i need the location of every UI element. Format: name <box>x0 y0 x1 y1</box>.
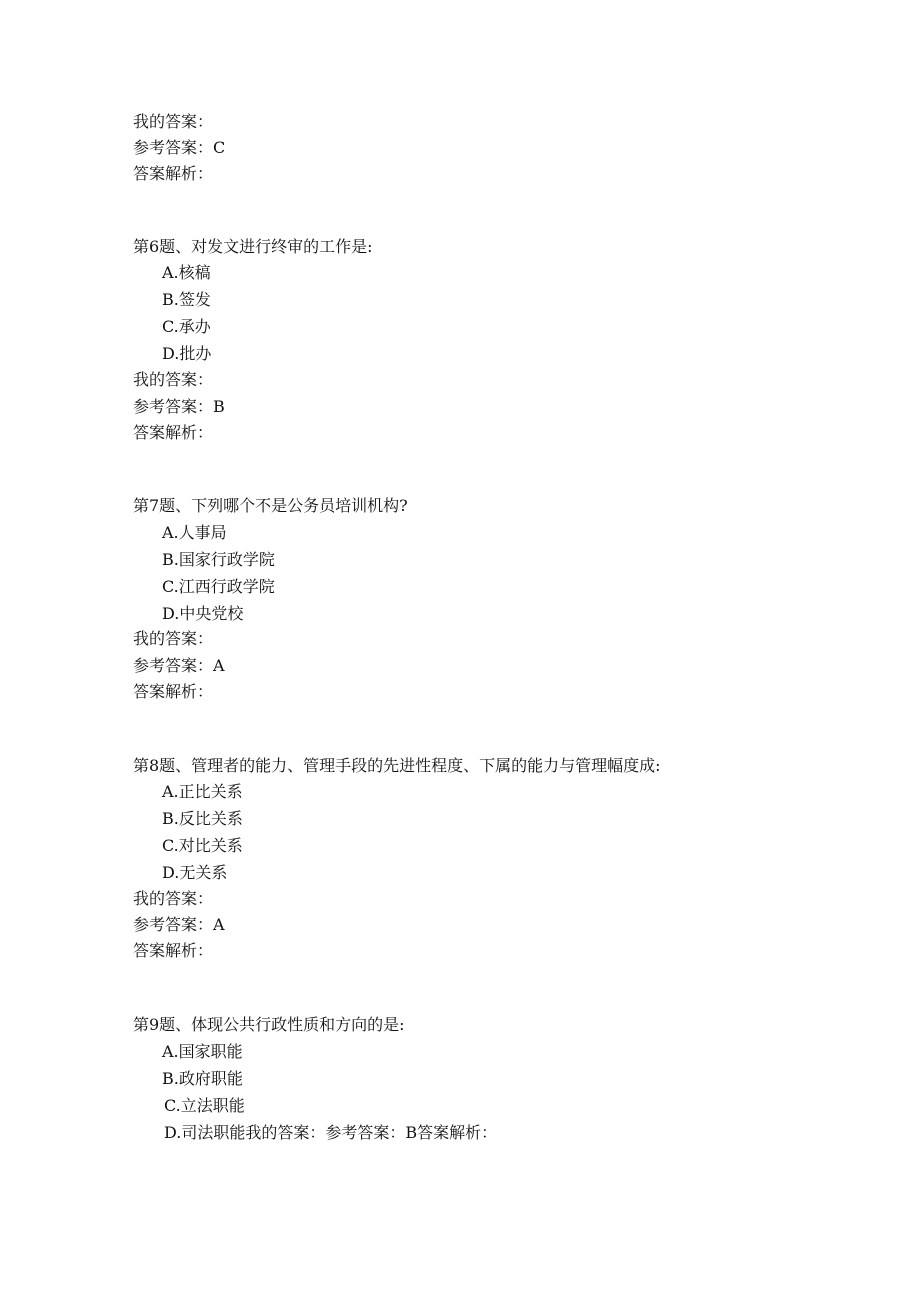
q8-option-b: B.反比关系 <box>162 809 243 828</box>
q6-option-c: C.承办 <box>162 317 211 336</box>
q6-option-b: B.签发 <box>162 290 211 309</box>
q5-reference-answer: 参考答案：C <box>133 138 226 157</box>
q9-option-b: B.政府职能 <box>162 1069 243 1088</box>
q8-reference-answer: 参考答案：A <box>133 915 225 934</box>
q9-option-d-with-answers: D.司法职能我的答案：参考答案：B答案解析： <box>164 1123 498 1142</box>
q8-option-a: A.正比关系 <box>162 782 243 801</box>
q7-reference-answer: 参考答案：A <box>133 656 225 675</box>
q6-analysis: 答案解析： <box>133 423 214 442</box>
q9-stem: 第9题、体现公共行政性质和方向的是: <box>133 1015 405 1034</box>
q8-option-c: C.对比关系 <box>162 836 243 855</box>
q7-option-d: D.中央党校 <box>162 604 244 623</box>
q7-option-a: A.人事局 <box>162 523 227 542</box>
q5-my-answer: 我的答案： <box>133 112 214 131</box>
q7-stem: 第7题、下列哪个不是公务员培训机构? <box>133 496 408 515</box>
q7-analysis: 答案解析： <box>133 682 214 701</box>
q8-stem: 第8题、管理者的能力、管理手段的先进性程度、下属的能力与管理幅度成: <box>133 756 661 775</box>
q9-option-a: A.国家职能 <box>162 1042 243 1061</box>
q7-my-answer: 我的答案： <box>133 629 214 648</box>
q8-my-answer: 我的答案： <box>133 889 214 908</box>
q6-my-answer: 我的答案： <box>133 370 214 389</box>
q7-option-b: B.国家行政学院 <box>162 550 275 569</box>
q7-option-c: C.江西行政学院 <box>162 577 275 596</box>
q8-option-d: D.无关系 <box>162 863 228 882</box>
q6-reference-answer: 参考答案：B <box>133 397 225 416</box>
q6-option-a: A.核稿 <box>162 263 211 282</box>
q6-stem: 第6题、对发文进行终审的工作是: <box>133 237 373 256</box>
q6-option-d: D.批办 <box>162 344 212 363</box>
q8-analysis: 答案解析： <box>133 941 214 960</box>
q5-analysis: 答案解析： <box>133 164 214 183</box>
q9-option-c: C.立法职能 <box>164 1096 245 1115</box>
